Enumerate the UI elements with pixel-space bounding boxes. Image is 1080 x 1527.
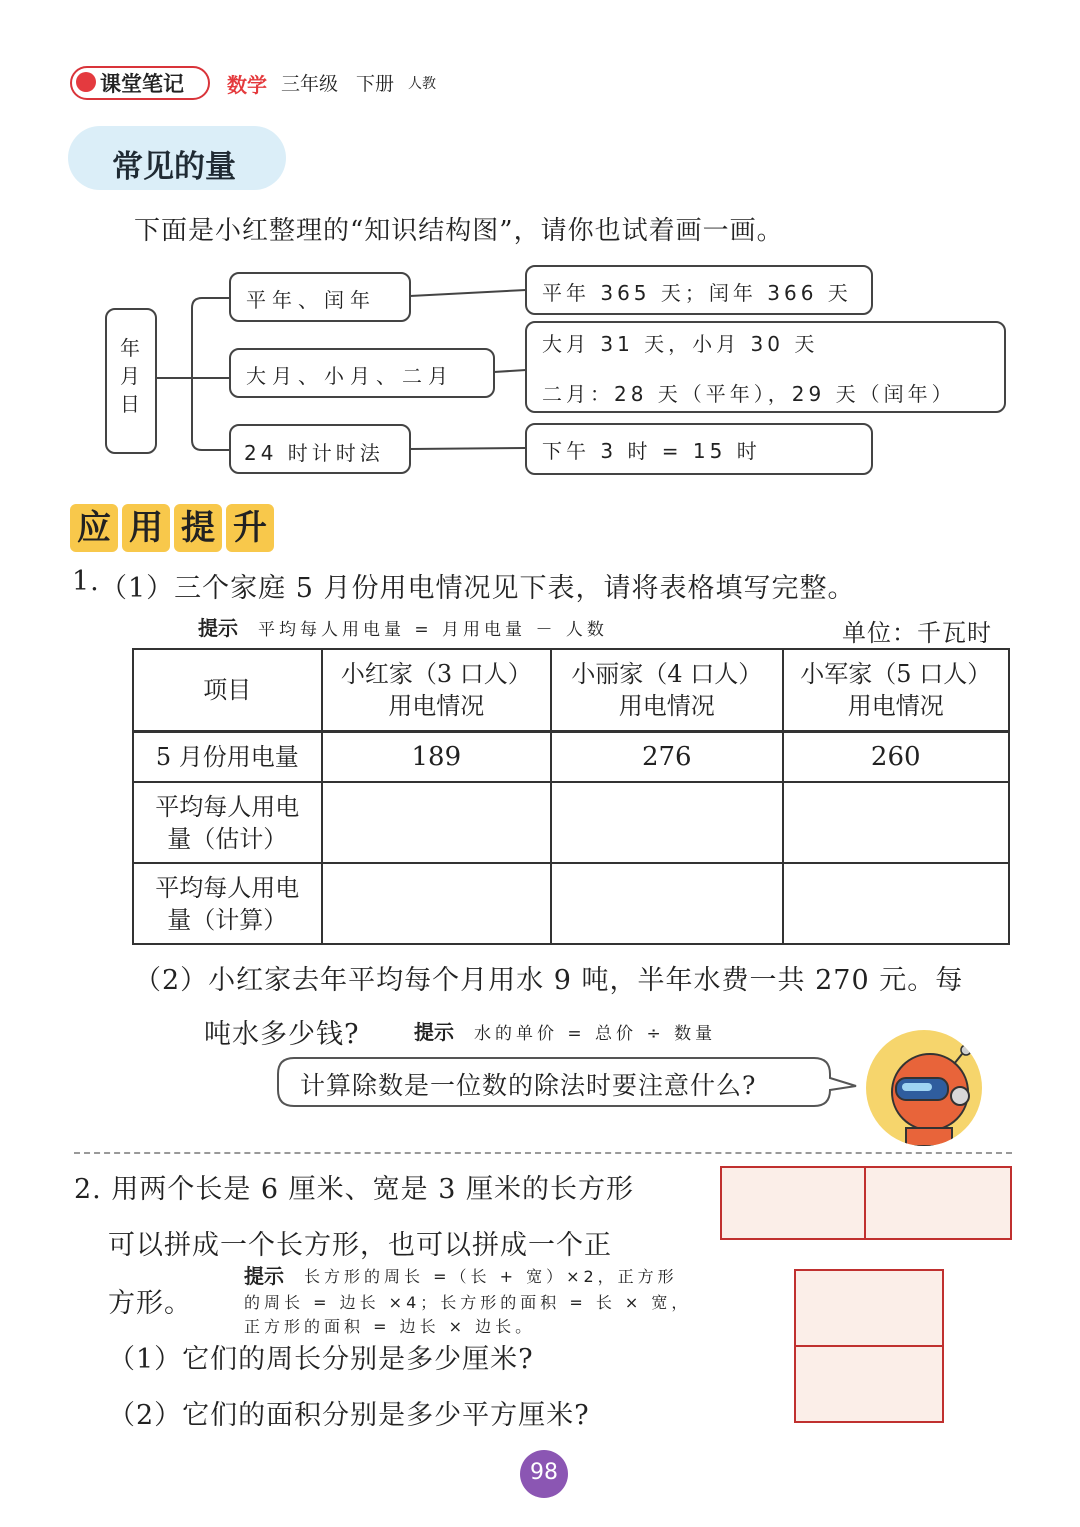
square-piece: [794, 1269, 944, 1347]
root-char-1: 年: [120, 336, 146, 360]
unit-label: 单位：千瓦时: [842, 619, 992, 647]
blank-cell[interactable]: [551, 782, 782, 863]
rectangle-piece: [866, 1166, 1012, 1240]
header-cell: 小红家（3 口人） 用电情况: [322, 649, 551, 731]
problem2-q1: （1）它们的周长分别是多少厘米?: [108, 1344, 534, 1375]
problem2-line3: 方形。: [108, 1288, 192, 1319]
branch-label: 平年、闰年: [246, 288, 376, 312]
blank-cell[interactable]: [322, 863, 551, 944]
tip-text: 的周长 = 边长 ×4；长方形的面积 = 长 × 宽，: [244, 1293, 692, 1312]
usage-table: [132, 648, 1010, 945]
detail-text: 下午 3 时 = 15 时: [542, 439, 761, 463]
tip-text: 长方形的周长 =（长 + 宽）×2，正方形: [304, 1267, 678, 1286]
problem2-line1: 2. 用两个长是 6 厘米、宽是 3 厘米的长方形: [74, 1174, 635, 1205]
table-cell: 276: [551, 731, 782, 782]
publisher-label: 人教: [408, 76, 436, 92]
table-row: [133, 731, 1009, 782]
problem1-part2-line1: （2）小红家去年平均每个月用水 9 吨，半年水费一共 270 元。每: [134, 965, 964, 996]
detail-text: 二月：28 天（平年），29 天（闰年）: [542, 382, 956, 406]
root-char-3: 日: [120, 392, 146, 416]
term-label: 下册: [356, 73, 395, 95]
grade-label: 三年级: [281, 73, 339, 95]
table-cell: 189: [322, 731, 551, 782]
row-label: 平均每人用电 量（估计）: [133, 782, 322, 863]
table-header-row: [133, 649, 1009, 731]
tip-text: 平均每人用电量 = 月用电量 － 人数: [258, 620, 608, 640]
blank-cell[interactable]: [783, 782, 1010, 863]
bubble-text: 计算除数是一位数的除法时要注意什么?: [300, 1071, 757, 1100]
problem1-part2-line2: 吨水多少钱?: [204, 1019, 360, 1050]
row-label: 5 月份用电量: [133, 731, 322, 782]
problem1-part1: （1）三个家庭 5 月份用电情况见下表，请将表格填写完整。: [100, 573, 856, 604]
problem2-line2: 可以拼成一个长方形，也可以拼成一个正: [108, 1230, 612, 1261]
rectangle-piece: [720, 1166, 866, 1240]
page-number: 98: [530, 1460, 558, 1485]
branch-label: 24 时计时法: [244, 441, 384, 465]
problem2-q2: （2）它们的面积分别是多少平方厘米?: [108, 1400, 590, 1431]
tip-text: 正方形的面积 = 边长 × 边长。: [244, 1317, 536, 1336]
header-cell: 小军家（5 口人） 用电情况: [783, 649, 1010, 731]
detail-text: 大月 31 天，小月 30 天: [542, 332, 819, 356]
table-cell: 260: [783, 731, 1010, 782]
subject-label: 数学: [227, 73, 267, 97]
banner-char: 用: [122, 504, 170, 552]
root-char-2: 月: [120, 364, 146, 388]
intro-text: 下面是小红整理的“知识结构图”，请你也试着画一画。: [134, 216, 784, 246]
tip-label: 提示: [198, 616, 238, 640]
problem1-number: 1.: [72, 566, 100, 597]
tip-label: 提示: [414, 1020, 454, 1044]
header-cell: 项目: [133, 649, 322, 731]
tip-text: 水的单价 = 总价 ÷ 数量: [474, 1024, 717, 1044]
table-row: [133, 782, 1009, 863]
tip-label: 提示: [244, 1264, 284, 1288]
robot-mascot-icon: [866, 1030, 982, 1146]
divider: [74, 1152, 1012, 1154]
table-row: [133, 863, 1009, 944]
detail-text: 平年 365 天；闰年 366 天: [542, 281, 852, 305]
blank-cell[interactable]: [551, 863, 782, 944]
brand-name: 课堂笔记: [100, 72, 184, 96]
header-cell: 小丽家（4 口人） 用电情况: [551, 649, 782, 731]
row-label: 平均每人用电 量（计算）: [133, 863, 322, 944]
section-title: 常见的量: [112, 149, 236, 185]
banner-char: 应: [70, 504, 118, 552]
banner-char: 提: [174, 504, 222, 552]
blank-cell[interactable]: [322, 782, 551, 863]
square-piece: [794, 1345, 944, 1423]
branch-label: 大月、小月、二月: [246, 364, 454, 388]
blank-cell[interactable]: [783, 863, 1010, 944]
banner-char: 升: [226, 504, 274, 552]
